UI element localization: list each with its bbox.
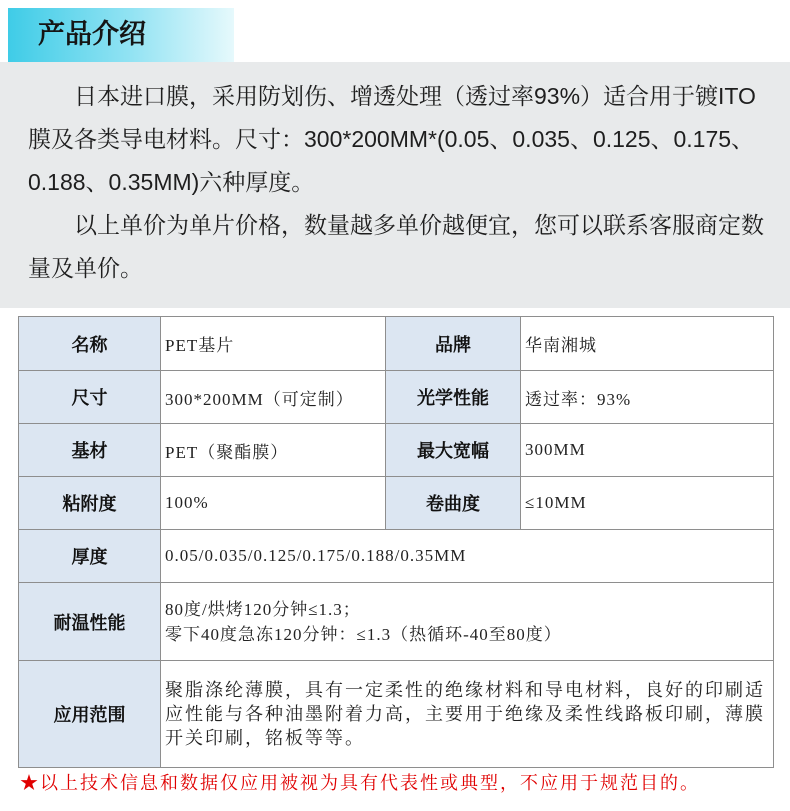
spec-row-adhesion-curl bbox=[19, 477, 774, 530]
temperature-line-bake: 80度/烘烤120分钟≤1.3； bbox=[165, 599, 361, 619]
spec-value-adhesion: 100% bbox=[161, 477, 386, 530]
spec-value-substrate: PET（聚酯膜） bbox=[161, 424, 386, 477]
spec-row-temperature bbox=[19, 583, 774, 661]
spec-row-substrate-width bbox=[19, 424, 774, 477]
spec-label-curl: 卷曲度 bbox=[386, 477, 521, 530]
spec-value-brand: 华南湘城 bbox=[521, 317, 774, 371]
spec-row-name-brand bbox=[19, 317, 774, 371]
spec-label-max-width: 最大宽幅 bbox=[386, 424, 521, 477]
spec-value-temperature bbox=[161, 583, 774, 661]
spec-label-optics: 光学性能 bbox=[386, 371, 521, 424]
spec-label-substrate: 基材 bbox=[19, 424, 161, 477]
spec-label-size: 尺寸 bbox=[19, 371, 161, 424]
page-title: 产品介绍 bbox=[38, 19, 146, 49]
spec-row-thickness bbox=[19, 530, 774, 583]
spec-value-optics: 透过率：93% bbox=[521, 371, 774, 424]
intro-panel bbox=[0, 62, 790, 308]
spec-label-name: 名称 bbox=[19, 317, 161, 371]
spec-label-application: 应用范围 bbox=[19, 661, 161, 768]
intro-paragraph-product: 日本进口膜，采用防划伤、增透处理（透过率93%）适合用于镀ITO膜及各类导电材料。尺寸：300*200MM*(0.05、0.035、0.125、0.175、0.188、0.35MM)六种厚度。 bbox=[28, 83, 756, 195]
spec-table bbox=[18, 316, 774, 768]
temperature-line-freeze: 零下40度急冻120分钟：≤1.3（热循环-40至80度） bbox=[165, 624, 562, 644]
spec-value-application: 聚脂涤纶薄膜，具有一定柔性的绝缘材料和导电材料，良好的印刷适应性能与各种油墨附着力高，主要用于绝缘及柔性线路板印刷，薄膜开关印刷，铭板等等。 bbox=[161, 661, 774, 768]
spec-label-thickness: 厚度 bbox=[19, 530, 161, 583]
intro-paragraph-pricing: 以上单价为单片价格，数量越多单价越便宜，您可以联系客服商定数量及单价。 bbox=[28, 212, 764, 281]
page-header bbox=[0, 0, 790, 62]
spec-value-max-width: 300MM bbox=[521, 424, 774, 477]
spec-value-curl: ≤10MM bbox=[521, 477, 774, 530]
spec-label-adhesion: 粘附度 bbox=[19, 477, 161, 530]
spec-label-brand: 品牌 bbox=[386, 317, 521, 371]
spec-value-size: 300*200MM（可定制） bbox=[161, 371, 386, 424]
spec-row-application bbox=[19, 661, 774, 768]
star-icon: ★ bbox=[20, 773, 40, 793]
spec-row-size-optics bbox=[19, 371, 774, 424]
disclaimer-text: 以上技术信息和数据仅应用被视为具有代表性或典型，不应用于规范目的。 bbox=[40, 773, 700, 793]
disclaimer-note bbox=[20, 770, 700, 796]
spec-value-name: PET基片 bbox=[161, 317, 386, 371]
spec-label-temperature: 耐温性能 bbox=[19, 583, 161, 661]
spec-value-thickness: 0.05/0.035/0.125/0.175/0.188/0.35MM bbox=[161, 530, 774, 583]
